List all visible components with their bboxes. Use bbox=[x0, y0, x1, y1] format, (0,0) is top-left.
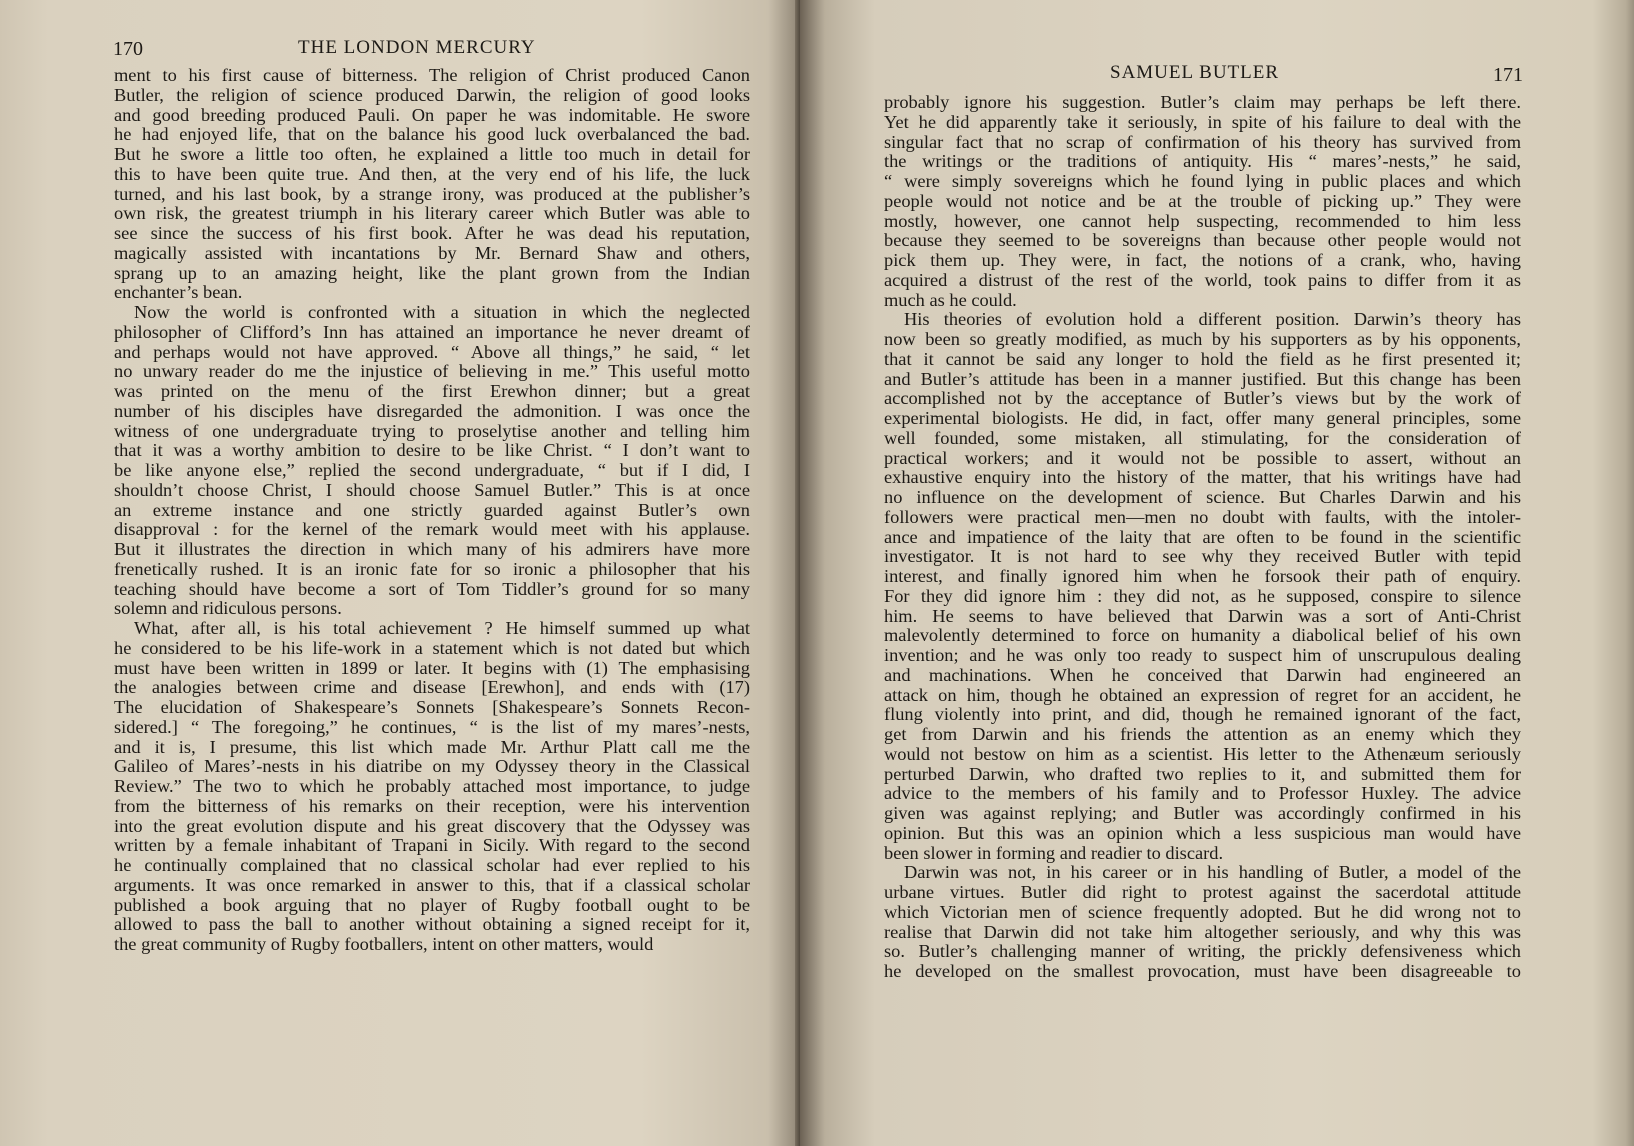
text-line: shouldn’t choose Christ, I should choose Samuel Butler.” This is at once bbox=[114, 479, 750, 500]
text-line: “ were simply sovereigns which he found lying in public places and which bbox=[884, 171, 1521, 191]
text-line: which Victorian men of science frequently adopted. But he did wrong not to bbox=[884, 901, 1521, 922]
text-line: realise that Darwin did not take him altogether seriously, and why this was bbox=[884, 921, 1521, 942]
text-line: Review.” The two to which he probably attached most importance, to judge bbox=[114, 776, 750, 796]
text-line: no influence on the development of science. But Charles Darwin and his bbox=[884, 487, 1521, 507]
text-line: from the bitterness of his remarks on their reception, were his intervention bbox=[114, 795, 750, 816]
right-page bbox=[800, 0, 1634, 1146]
text-line: What, after all, is his total achievement ? He himself summed up what bbox=[134, 618, 750, 638]
text-line: But it illustrates the direction in which many of his admirers have more bbox=[114, 539, 750, 559]
running-head-right: SAMUEL BUTLER bbox=[1110, 62, 1280, 83]
text-line: into the great evolution dispute and his great discovery that the Odyssey was bbox=[114, 815, 750, 836]
text-line: perturbed Darwin, who drafted two replies to it, and submitted them for bbox=[884, 763, 1521, 784]
text-line: malevolently determined to force on humanity a diabolical belief of his own bbox=[884, 625, 1521, 646]
text-line: urbane virtues. Butler did right to protest against the sacerdotal attitude bbox=[884, 882, 1521, 902]
text-line: given was against replying; and Butler was accordingly confirmed in his bbox=[884, 803, 1521, 823]
text-line: solemn and ridiculous persons. bbox=[114, 598, 342, 619]
text-line: investigator. It is not hard to see why they received Butler with tepid bbox=[884, 546, 1521, 567]
text-line: own risk, the greatest triumph in his literary career which Butler was able to bbox=[114, 203, 750, 224]
text-line: Galileo of Mares’-nests in his diatribe on my Odyssey theory in the Classical bbox=[114, 756, 750, 777]
text-line: opinion. But this was an opinion which a less suspicious man would have bbox=[884, 822, 1521, 843]
text-line: now been so greatly modified, as much by his supporters as by his opponents, bbox=[884, 329, 1521, 349]
text-line: acquired a distrust of the rest of the world, took pains to differ from it as bbox=[884, 269, 1521, 290]
text-line: he developed on the smallest provocation, must have been disagreeable to bbox=[884, 961, 1521, 981]
left-page bbox=[0, 0, 800, 1146]
text-line: no unwary reader do me the injustice of believing in me.” This useful motto bbox=[114, 361, 750, 382]
text-line: people would not notice and be at the trouble of picking up.” They were bbox=[884, 190, 1521, 211]
text-line: and it is, I presume, this list which made Mr. Arthur Platt call me the bbox=[114, 736, 750, 757]
text-line: would not bestow on him as a scientist. His letter to the Athenæum seriously bbox=[884, 743, 1521, 764]
text-line: experimental biologists. He did, in fact, offer many general principles, some bbox=[884, 408, 1521, 428]
text-line: turned, and his last book, by a strange irony, was produced at the publisher’s bbox=[114, 183, 750, 204]
text-line: advice to the members of his family and to Professor Huxley. The advice bbox=[884, 783, 1521, 804]
text-line: get from Darwin and his friends the attention as an enemy which they bbox=[884, 724, 1521, 744]
text-line: published a book arguing that no player of Rugby football ought to be bbox=[114, 894, 750, 915]
text-line: attack on him, though he obtained an expression of regret for an accident, he bbox=[884, 684, 1521, 705]
page-number-left: 170 bbox=[113, 38, 143, 60]
text-line: flung violently into print, and did, though he remained ignorant of the fact, bbox=[884, 704, 1521, 725]
text-line: frenetically rushed. It is an ironic fate for so ironic a philosopher that his bbox=[114, 558, 750, 579]
text-line: practical workers; and it would not be possible to assert, without an bbox=[884, 447, 1521, 468]
text-line: mostly, however, one cannot help suspecting, recommended to him less bbox=[884, 210, 1521, 231]
text-line: singular fact that no scrap of confirmation of his theory has survived from bbox=[884, 131, 1521, 152]
text-line: enchanter’s bean. bbox=[114, 282, 243, 303]
text-line: him. He seems to have believed that Darwin was a sort of Anti-Christ bbox=[884, 605, 1521, 626]
text-line: Darwin was not, in his career or in his handling of Butler, a model of the bbox=[904, 862, 1521, 883]
text-line: invention; and he was only too ready to suspect him of unscrupulous dealing bbox=[884, 645, 1521, 665]
text-line: teaching should have become a sort of Tom Tiddler’s ground for so many bbox=[114, 578, 750, 599]
text-line: Now the world is confronted with a situation in which the neglected bbox=[134, 302, 750, 322]
text-line: disapproval : for the kernel of the remark would meet with his applause. bbox=[114, 519, 750, 540]
text-line: sprang up to an amazing height, like the plant grown from the Indian bbox=[114, 262, 750, 283]
right-page-body bbox=[884, 93, 1521, 982]
text-line: was printed on the menu of the first Erewhon dinner; but a great bbox=[114, 381, 750, 401]
text-line: the analogies between crime and disease [Erewhon], and ends with (17) bbox=[114, 677, 750, 698]
text-line: be like anyone else,” replied the second undergraduate, “ but if I did, I bbox=[114, 460, 750, 480]
text-line: interest, and finally ignored him when he forsook their path of enquiry. bbox=[884, 566, 1521, 586]
page-number-right: 171 bbox=[1493, 64, 1523, 86]
text-line: must have been written in 1899 or later. It begins with (1) The emphasising bbox=[114, 657, 750, 678]
running-head-left: THE LONDON MERCURY bbox=[298, 37, 536, 58]
text-line: ment to his first cause of bitterness. The religion of Christ produced Canon bbox=[114, 65, 750, 85]
text-line: and Butler’s attitude has been in a manner justified. But this change has been bbox=[884, 368, 1521, 389]
text-line: sidered.] “ The foregoing,” he continues, “ is the list of my mares’-nests, bbox=[114, 716, 750, 737]
text-line: the great community of Rugby footballers, intent on other matters, would bbox=[114, 934, 654, 954]
text-line: and machinations. When he conceived that Darwin had engineered an bbox=[884, 664, 1521, 685]
text-line: probably ignore his suggestion. Butler’s claim may perhaps be left there. bbox=[884, 92, 1521, 112]
text-line: much as he could. bbox=[884, 289, 1017, 310]
text-line: Yet he did apparently take it seriously, in spite of his failure to deal with the bbox=[884, 111, 1521, 132]
text-line: he continually complained that no classical scholar had ever replied to his bbox=[114, 855, 750, 875]
text-line: magically assisted with incantations by Mr. Bernard Shaw and others, bbox=[114, 242, 750, 263]
text-line: philosopher of Clifford’s Inn has attained an importance he never dreamt of bbox=[114, 321, 750, 342]
text-line: witness of one undergraduate trying to proselytise another and telling him bbox=[114, 420, 750, 441]
text-line: been slower in forming and readier to discard. bbox=[884, 842, 1224, 863]
text-line: see since the success of his first book. After he was dead his reputation, bbox=[114, 223, 750, 243]
text-line: But he swore a little too often, he explained a little too much in detail for bbox=[114, 144, 750, 164]
text-line: exhaustive enquiry into the history of the matter, that his writings have had bbox=[884, 467, 1521, 488]
text-line: he had enjoyed life, that on the balance his good luck overbalanced the bad. bbox=[114, 124, 750, 145]
text-line: and perhaps would not have approved. “ Above all things,” he said, “ let bbox=[114, 341, 750, 362]
text-line: accomplished not by the acceptance of Butler’s views but by the work of bbox=[884, 388, 1521, 409]
text-line: because they seemed to be sovereigns than because other people would not bbox=[884, 230, 1521, 251]
text-line: this to have been quite true. And then, at the very end of his life, the luck bbox=[114, 163, 750, 184]
text-line: he considered to be his life-work in a statement which is not dated but which bbox=[114, 637, 750, 658]
left-page-body bbox=[114, 66, 750, 955]
text-line: pick them up. They were, in fact, the notions of a crank, who, having bbox=[884, 250, 1521, 270]
text-line: followers were practical men—men no doubt with faults, with the intoler- bbox=[884, 506, 1521, 527]
text-line: that it was a worthy ambition to desire to be like Christ. “ I don’t want to bbox=[114, 440, 750, 461]
text-line: Butler, the religion of science produced Darwin, the religion of good looks bbox=[114, 84, 750, 105]
text-line: the writings or the traditions of antiquity. His “ mares’-nests,” he said, bbox=[884, 151, 1521, 172]
text-line: arguments. It was once remarked in answer to this, that if a classical scholar bbox=[114, 874, 750, 895]
text-line: allowed to pass the ball to another without obtaining a signed receipt for it, bbox=[114, 914, 750, 935]
text-line: number of his disciples have disregarded the admonition. I was once the bbox=[114, 400, 750, 421]
text-line: For they did ignore him : they did not, as he supposed, conspire to silence bbox=[884, 585, 1521, 606]
text-line: well founded, some mistaken, all stimulating, for the consideration of bbox=[884, 427, 1521, 448]
text-line: The elucidation of Shakespeare’s Sonnets [Shakespeare’s Sonnets Recon- bbox=[114, 697, 750, 717]
text-line: His theories of evolution hold a different position. Darwin’s theory has bbox=[904, 309, 1521, 330]
text-line: written by a female inhabitant of Trapani in Sicily. With regard to the second bbox=[114, 835, 750, 856]
text-line: so. Butler’s challenging manner of writing, the prickly defensiveness which bbox=[884, 941, 1521, 962]
text-line: ance and impatience of the laity that are often to be found in the scientific bbox=[884, 526, 1521, 547]
text-line: that it cannot be said any longer to hold the field as he first presented it; bbox=[884, 348, 1521, 369]
text-line: and good breeding produced Pauli. On paper he was indomitable. He swore bbox=[114, 104, 750, 125]
text-line: an extreme instance and one strictly guarded against Butler’s own bbox=[114, 499, 750, 520]
